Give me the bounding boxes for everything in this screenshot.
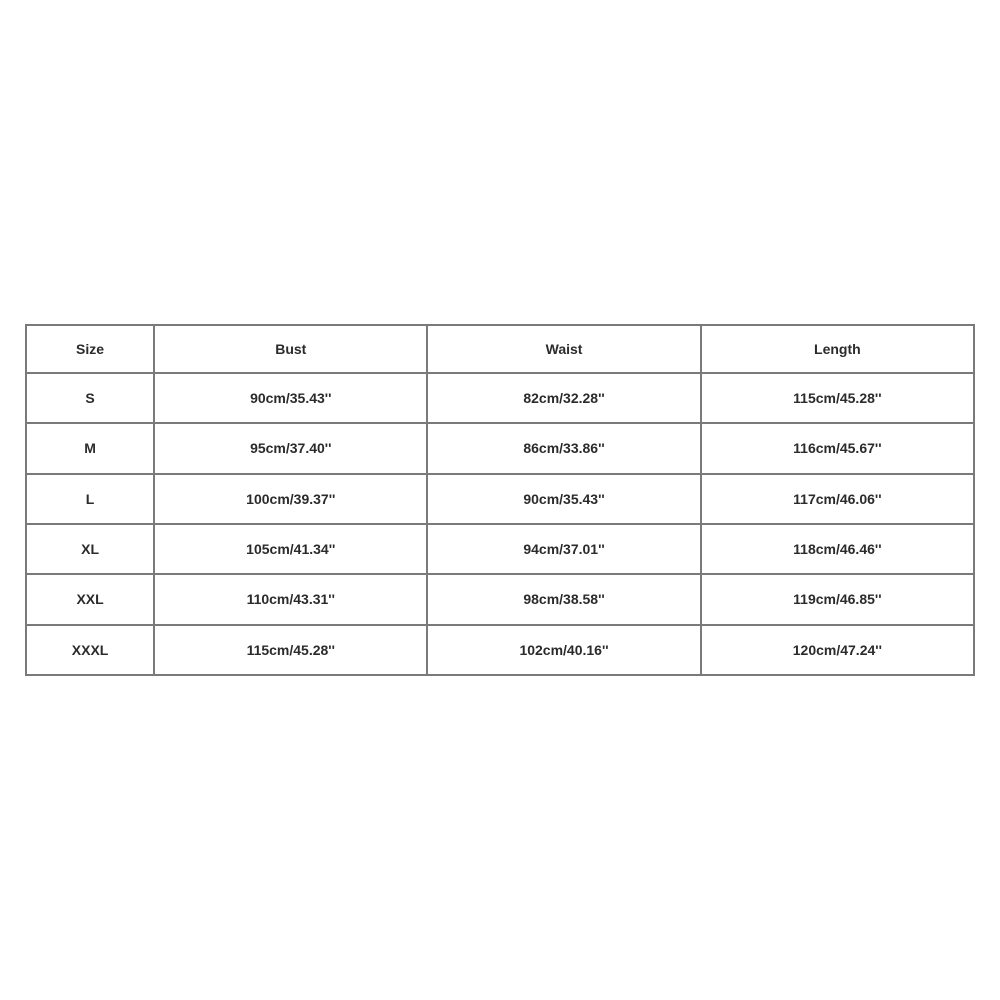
- waist-cell: 90cm/35.43'': [427, 474, 700, 524]
- size-cell: XXL: [26, 574, 154, 624]
- waist-cell: 82cm/32.28'': [427, 373, 700, 423]
- waist-cell: 102cm/40.16'': [427, 625, 700, 675]
- bust-cell: 105cm/41.34'': [154, 524, 427, 574]
- length-cell: 119cm/46.85'': [701, 574, 974, 624]
- bust-cell: 90cm/35.43'': [154, 373, 427, 423]
- bust-cell: 100cm/39.37'': [154, 474, 427, 524]
- table-row: [26, 373, 974, 423]
- table-row: [26, 474, 974, 524]
- size-cell: XXXL: [26, 625, 154, 675]
- table-row: [26, 524, 974, 574]
- size-cell: M: [26, 423, 154, 473]
- length-cell: 118cm/46.46'': [701, 524, 974, 574]
- waist-cell: 94cm/37.01'': [427, 524, 700, 574]
- table-header-row: [26, 325, 974, 373]
- length-cell: 117cm/46.06'': [701, 474, 974, 524]
- table-row: [26, 574, 974, 624]
- length-cell: 115cm/45.28'': [701, 373, 974, 423]
- header-length: Length: [701, 325, 974, 373]
- size-chart-table: [25, 324, 975, 676]
- size-cell: S: [26, 373, 154, 423]
- header-size: Size: [26, 325, 154, 373]
- length-cell: 120cm/47.24'': [701, 625, 974, 675]
- bust-cell: 95cm/37.40'': [154, 423, 427, 473]
- table-row: [26, 423, 974, 473]
- table-row: [26, 625, 974, 675]
- header-waist: Waist: [427, 325, 700, 373]
- header-bust: Bust: [154, 325, 427, 373]
- bust-cell: 110cm/43.31'': [154, 574, 427, 624]
- waist-cell: 86cm/33.86'': [427, 423, 700, 473]
- length-cell: 116cm/45.67'': [701, 423, 974, 473]
- bust-cell: 115cm/45.28'': [154, 625, 427, 675]
- waist-cell: 98cm/38.58'': [427, 574, 700, 624]
- size-cell: L: [26, 474, 154, 524]
- size-cell: XL: [26, 524, 154, 574]
